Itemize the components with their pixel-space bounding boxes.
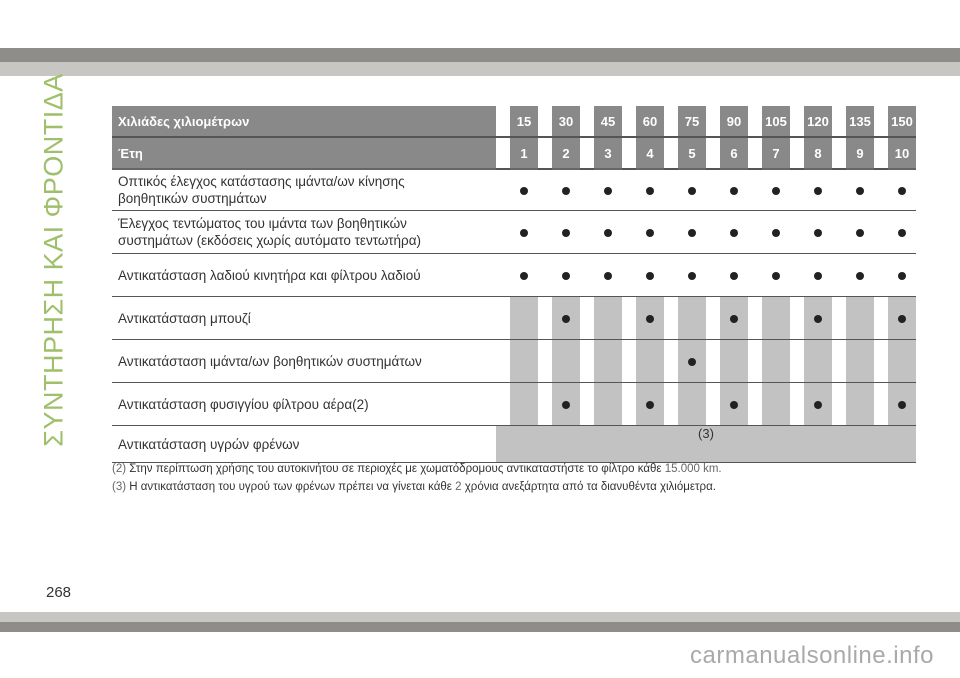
gap-cell (832, 106, 846, 137)
service-mark-dot (730, 401, 738, 409)
gap-cell (832, 297, 846, 340)
maintenance-schedule-table (112, 106, 916, 463)
gap-cell (664, 137, 678, 169)
gap-cell (790, 106, 804, 137)
interval-cell (678, 254, 706, 297)
service-mark-dot (898, 272, 906, 280)
interval-cell (552, 297, 580, 340)
gap-cell (832, 169, 846, 211)
interval-cell (762, 340, 790, 383)
footnote-marker: (2) (112, 463, 127, 475)
gap-cell (706, 169, 720, 211)
gap-cell (706, 297, 720, 340)
table-row-brake-fluid (112, 426, 916, 463)
interval-cell (888, 340, 916, 383)
gap-cell (622, 169, 636, 211)
footnote-tail: χρόνια ανεξάρτητα από τα διανυθέντα χιλιόμετρα. (464, 481, 716, 493)
gap-cell (832, 383, 846, 426)
gap-cell (706, 383, 720, 426)
km-header-cell: 150 (888, 106, 916, 137)
gap-cell (706, 254, 720, 297)
service-mark-dot (688, 187, 696, 195)
interval-cell (804, 297, 832, 340)
service-mark-dot (646, 187, 654, 195)
service-mark-dot (772, 229, 780, 237)
gap-cell (580, 211, 594, 254)
service-mark-dot (604, 187, 612, 195)
brake-fluid-label: Αντικατάσταση υγρών φρένων (112, 426, 496, 463)
gap-cell (874, 254, 888, 297)
gap-cell (664, 211, 678, 254)
table-row (112, 297, 916, 340)
footer-band-dark (0, 622, 960, 632)
footnote-text: Η αντικατάσταση του υγρού των φρένων πρέπει να γίνεται κάθε (129, 481, 452, 493)
table-row (112, 254, 916, 297)
km-header-cell: 135 (846, 106, 874, 137)
gap-cell (874, 137, 888, 169)
interval-cell (594, 383, 622, 426)
table-row (112, 383, 916, 426)
gap-cell (748, 297, 762, 340)
km-header-cell: 30 (552, 106, 580, 137)
interval-cell (804, 211, 832, 254)
table-row (112, 340, 916, 383)
service-mark-dot (688, 272, 696, 280)
interval-cell (552, 254, 580, 297)
gap-cell (580, 106, 594, 137)
gap-cell (622, 211, 636, 254)
interval-cell (720, 297, 748, 340)
interval-cell (594, 254, 622, 297)
year-header-cell: 5 (678, 137, 706, 169)
gap-cell (832, 137, 846, 169)
page-number: 268 (46, 584, 72, 601)
header-years-label: Έτη (112, 137, 496, 169)
gap-cell (706, 340, 720, 383)
interval-cell (594, 340, 622, 383)
interval-cell (846, 254, 874, 297)
interval-cell (720, 383, 748, 426)
km-header-cell: 60 (636, 106, 664, 137)
row-label-line: Οπτικός έλεγχος κατάστασης ιμάντα/ων κίνησης (118, 174, 405, 189)
service-mark-dot (604, 229, 612, 237)
gap-cell (874, 340, 888, 383)
interval-cell (762, 169, 790, 211)
interval-cell (762, 254, 790, 297)
service-mark-dot (814, 315, 822, 323)
service-mark-dot (856, 187, 864, 195)
row-label-line: Έλεγχος τεντώματος του ιμάντα των βοηθητικών (118, 216, 407, 231)
gap-cell (580, 254, 594, 297)
service-mark-dot (520, 229, 528, 237)
footnote-2 (112, 463, 722, 475)
header-band-dark (0, 48, 960, 62)
row-label-line: βοηθητικών συστημάτων (118, 191, 267, 206)
gap-cell (538, 297, 552, 340)
interval-cell (846, 340, 874, 383)
service-mark-dot (898, 315, 906, 323)
gap-cell (664, 169, 678, 211)
interval-cell (510, 297, 538, 340)
row-label (112, 169, 496, 211)
gap-cell (538, 137, 552, 169)
gap-cell (790, 340, 804, 383)
service-mark-dot (562, 401, 570, 409)
gap-cell (748, 254, 762, 297)
gap-cell (538, 211, 552, 254)
gap-cell (580, 137, 594, 169)
service-mark-dot (688, 358, 696, 366)
km-header-cell: 105 (762, 106, 790, 137)
interval-cell (720, 211, 748, 254)
service-mark-dot (646, 315, 654, 323)
row-label-line: Αντικατάσταση φυσιγγίου φίλτρου αέρα(2) (118, 396, 369, 412)
gap-cell (790, 211, 804, 254)
service-mark-dot (814, 187, 822, 195)
km-header-cell: 45 (594, 106, 622, 137)
interval-cell (678, 169, 706, 211)
gap-cell (496, 254, 510, 297)
service-mark-dot (520, 272, 528, 280)
table-row (112, 169, 916, 211)
service-mark-dot (604, 272, 612, 280)
gap-cell (874, 383, 888, 426)
km-header-cell: 75 (678, 106, 706, 137)
interval-cell (510, 254, 538, 297)
gap-cell (874, 106, 888, 137)
gap-cell (790, 383, 804, 426)
interval-cell (636, 340, 664, 383)
gap-cell (580, 297, 594, 340)
km-header-cell: 120 (804, 106, 832, 137)
interval-cell (636, 211, 664, 254)
interval-cell (762, 383, 790, 426)
footnote-mid: 2 (455, 481, 462, 493)
interval-cell (888, 383, 916, 426)
year-header-cell: 7 (762, 137, 790, 169)
interval-cell (552, 383, 580, 426)
interval-cell (846, 211, 874, 254)
gap-cell (706, 211, 720, 254)
gap-cell (832, 254, 846, 297)
gap-cell (538, 106, 552, 137)
service-mark-dot (814, 229, 822, 237)
interval-cell (552, 211, 580, 254)
gap-cell (664, 106, 678, 137)
interval-cell (888, 254, 916, 297)
gap-cell (748, 169, 762, 211)
interval-cell (510, 340, 538, 383)
gap-cell (496, 297, 510, 340)
table-row (112, 211, 916, 254)
footer-band-light (0, 612, 960, 622)
gap-cell (496, 137, 510, 169)
interval-cell (846, 297, 874, 340)
gap-cell (538, 340, 552, 383)
interval-cell (678, 211, 706, 254)
gap-cell (622, 297, 636, 340)
interval-cell (846, 169, 874, 211)
service-mark-dot (646, 229, 654, 237)
footnote-marker: (3) (112, 481, 127, 493)
year-header-cell: 2 (552, 137, 580, 169)
interval-cell (636, 297, 664, 340)
row-label (112, 211, 496, 254)
interval-cell (762, 297, 790, 340)
gap-cell (790, 169, 804, 211)
gap-cell (580, 340, 594, 383)
service-mark-dot (856, 229, 864, 237)
header-row-km (112, 106, 916, 137)
interval-cell (804, 254, 832, 297)
gap-cell (496, 169, 510, 211)
gap-cell (664, 383, 678, 426)
gap-cell (664, 254, 678, 297)
service-mark-dot (646, 401, 654, 409)
interval-cell (594, 169, 622, 211)
gap-cell (874, 297, 888, 340)
gap-cell (580, 383, 594, 426)
row-label (112, 297, 496, 340)
footnote-3 (112, 481, 716, 493)
interval-cell (888, 211, 916, 254)
service-mark-dot (772, 272, 780, 280)
row-label (112, 383, 496, 426)
service-mark-dot (772, 187, 780, 195)
service-mark-dot (898, 401, 906, 409)
header-band-light (0, 62, 960, 76)
row-label-line: συστημάτων (εκδόσεις χωρίς αυτόματο τεντωτήρα) (118, 233, 422, 248)
interval-cell (846, 383, 874, 426)
interval-cell (888, 169, 916, 211)
interval-cell (594, 297, 622, 340)
interval-cell (594, 211, 622, 254)
service-mark-dot (730, 272, 738, 280)
service-mark-dot (898, 187, 906, 195)
gap-cell (832, 340, 846, 383)
year-header-cell: 1 (510, 137, 538, 169)
watermark: carmanualsonline.info (690, 642, 934, 669)
gap-cell (832, 211, 846, 254)
gap-cell (622, 254, 636, 297)
gap-cell (706, 106, 720, 137)
interval-cell (720, 254, 748, 297)
service-mark-dot (520, 187, 528, 195)
interval-cell (678, 340, 706, 383)
gap-cell (538, 254, 552, 297)
interval-cell (804, 383, 832, 426)
year-header-cell: 4 (636, 137, 664, 169)
gap-cell (538, 383, 552, 426)
gap-cell (496, 340, 510, 383)
interval-cell (636, 169, 664, 211)
gap-cell (538, 169, 552, 211)
gap-cell (790, 297, 804, 340)
service-mark-dot (562, 229, 570, 237)
service-mark-dot (730, 229, 738, 237)
interval-cell (720, 340, 748, 383)
interval-cell (888, 297, 916, 340)
gap-cell (748, 106, 762, 137)
gap-cell (790, 254, 804, 297)
gap-cell (748, 137, 762, 169)
interval-cell (636, 383, 664, 426)
header-km-label: Χιλιάδες χιλιομέτρων (112, 106, 496, 137)
interval-cell (552, 169, 580, 211)
gap-cell (874, 169, 888, 211)
gap-cell (748, 383, 762, 426)
service-mark-dot (562, 272, 570, 280)
km-header-cell: 90 (720, 106, 748, 137)
interval-cell (720, 169, 748, 211)
brake-fluid-note: (3) (496, 426, 916, 463)
year-header-cell: 10 (888, 137, 916, 169)
interval-cell (804, 169, 832, 211)
interval-cell (804, 340, 832, 383)
gap-cell (496, 211, 510, 254)
year-header-cell: 6 (720, 137, 748, 169)
interval-cell (636, 254, 664, 297)
interval-cell (678, 297, 706, 340)
footnote-tail: 15.000 km. (664, 463, 722, 475)
interval-cell (678, 383, 706, 426)
gap-cell (790, 137, 804, 169)
service-mark-dot (814, 401, 822, 409)
year-header-cell: 3 (594, 137, 622, 169)
service-mark-dot (562, 315, 570, 323)
gap-cell (748, 211, 762, 254)
interval-cell (510, 169, 538, 211)
year-header-cell: 8 (804, 137, 832, 169)
service-mark-dot (688, 229, 696, 237)
gap-cell (496, 106, 510, 137)
interval-cell (762, 211, 790, 254)
service-mark-dot (856, 272, 864, 280)
row-label (112, 254, 496, 297)
footnote-text: Στην περίπτωση χρήσης του αυτοκινήτου σε περιοχές με χωματόδρομους αντικαταστήστε το φίλτρο κάθε (129, 463, 662, 475)
gap-cell (664, 340, 678, 383)
header-row-years (112, 137, 916, 169)
gap-cell (622, 137, 636, 169)
row-label-line: Αντικατάσταση λαδιού κινητήρα και φίλτρου λαδιού (118, 267, 421, 283)
year-header-cell: 9 (846, 137, 874, 169)
interval-cell (510, 211, 538, 254)
interval-cell (552, 340, 580, 383)
service-mark-dot (730, 315, 738, 323)
gap-cell (622, 106, 636, 137)
km-header-cell: 15 (510, 106, 538, 137)
gap-cell (748, 340, 762, 383)
gap-cell (874, 211, 888, 254)
service-mark-dot (562, 187, 570, 195)
gap-cell (664, 297, 678, 340)
row-label-line: Αντικατάσταση μπουζί (118, 310, 251, 326)
section-title: ΣΥΝΤΗΡΗΣΗ ΚΑΙ ΦΡΟΝΤΙΔΑ (38, 73, 69, 447)
service-mark-dot (898, 229, 906, 237)
service-mark-dot (730, 187, 738, 195)
row-label-line: Αντικατάσταση ιμάντα/ων βοηθητικών συστημάτων (118, 353, 422, 369)
gap-cell (496, 383, 510, 426)
gap-cell (706, 137, 720, 169)
service-mark-dot (814, 272, 822, 280)
service-mark-dot (646, 272, 654, 280)
gap-cell (622, 383, 636, 426)
gap-cell (580, 169, 594, 211)
row-label (112, 340, 496, 383)
interval-cell (510, 383, 538, 426)
gap-cell (622, 340, 636, 383)
